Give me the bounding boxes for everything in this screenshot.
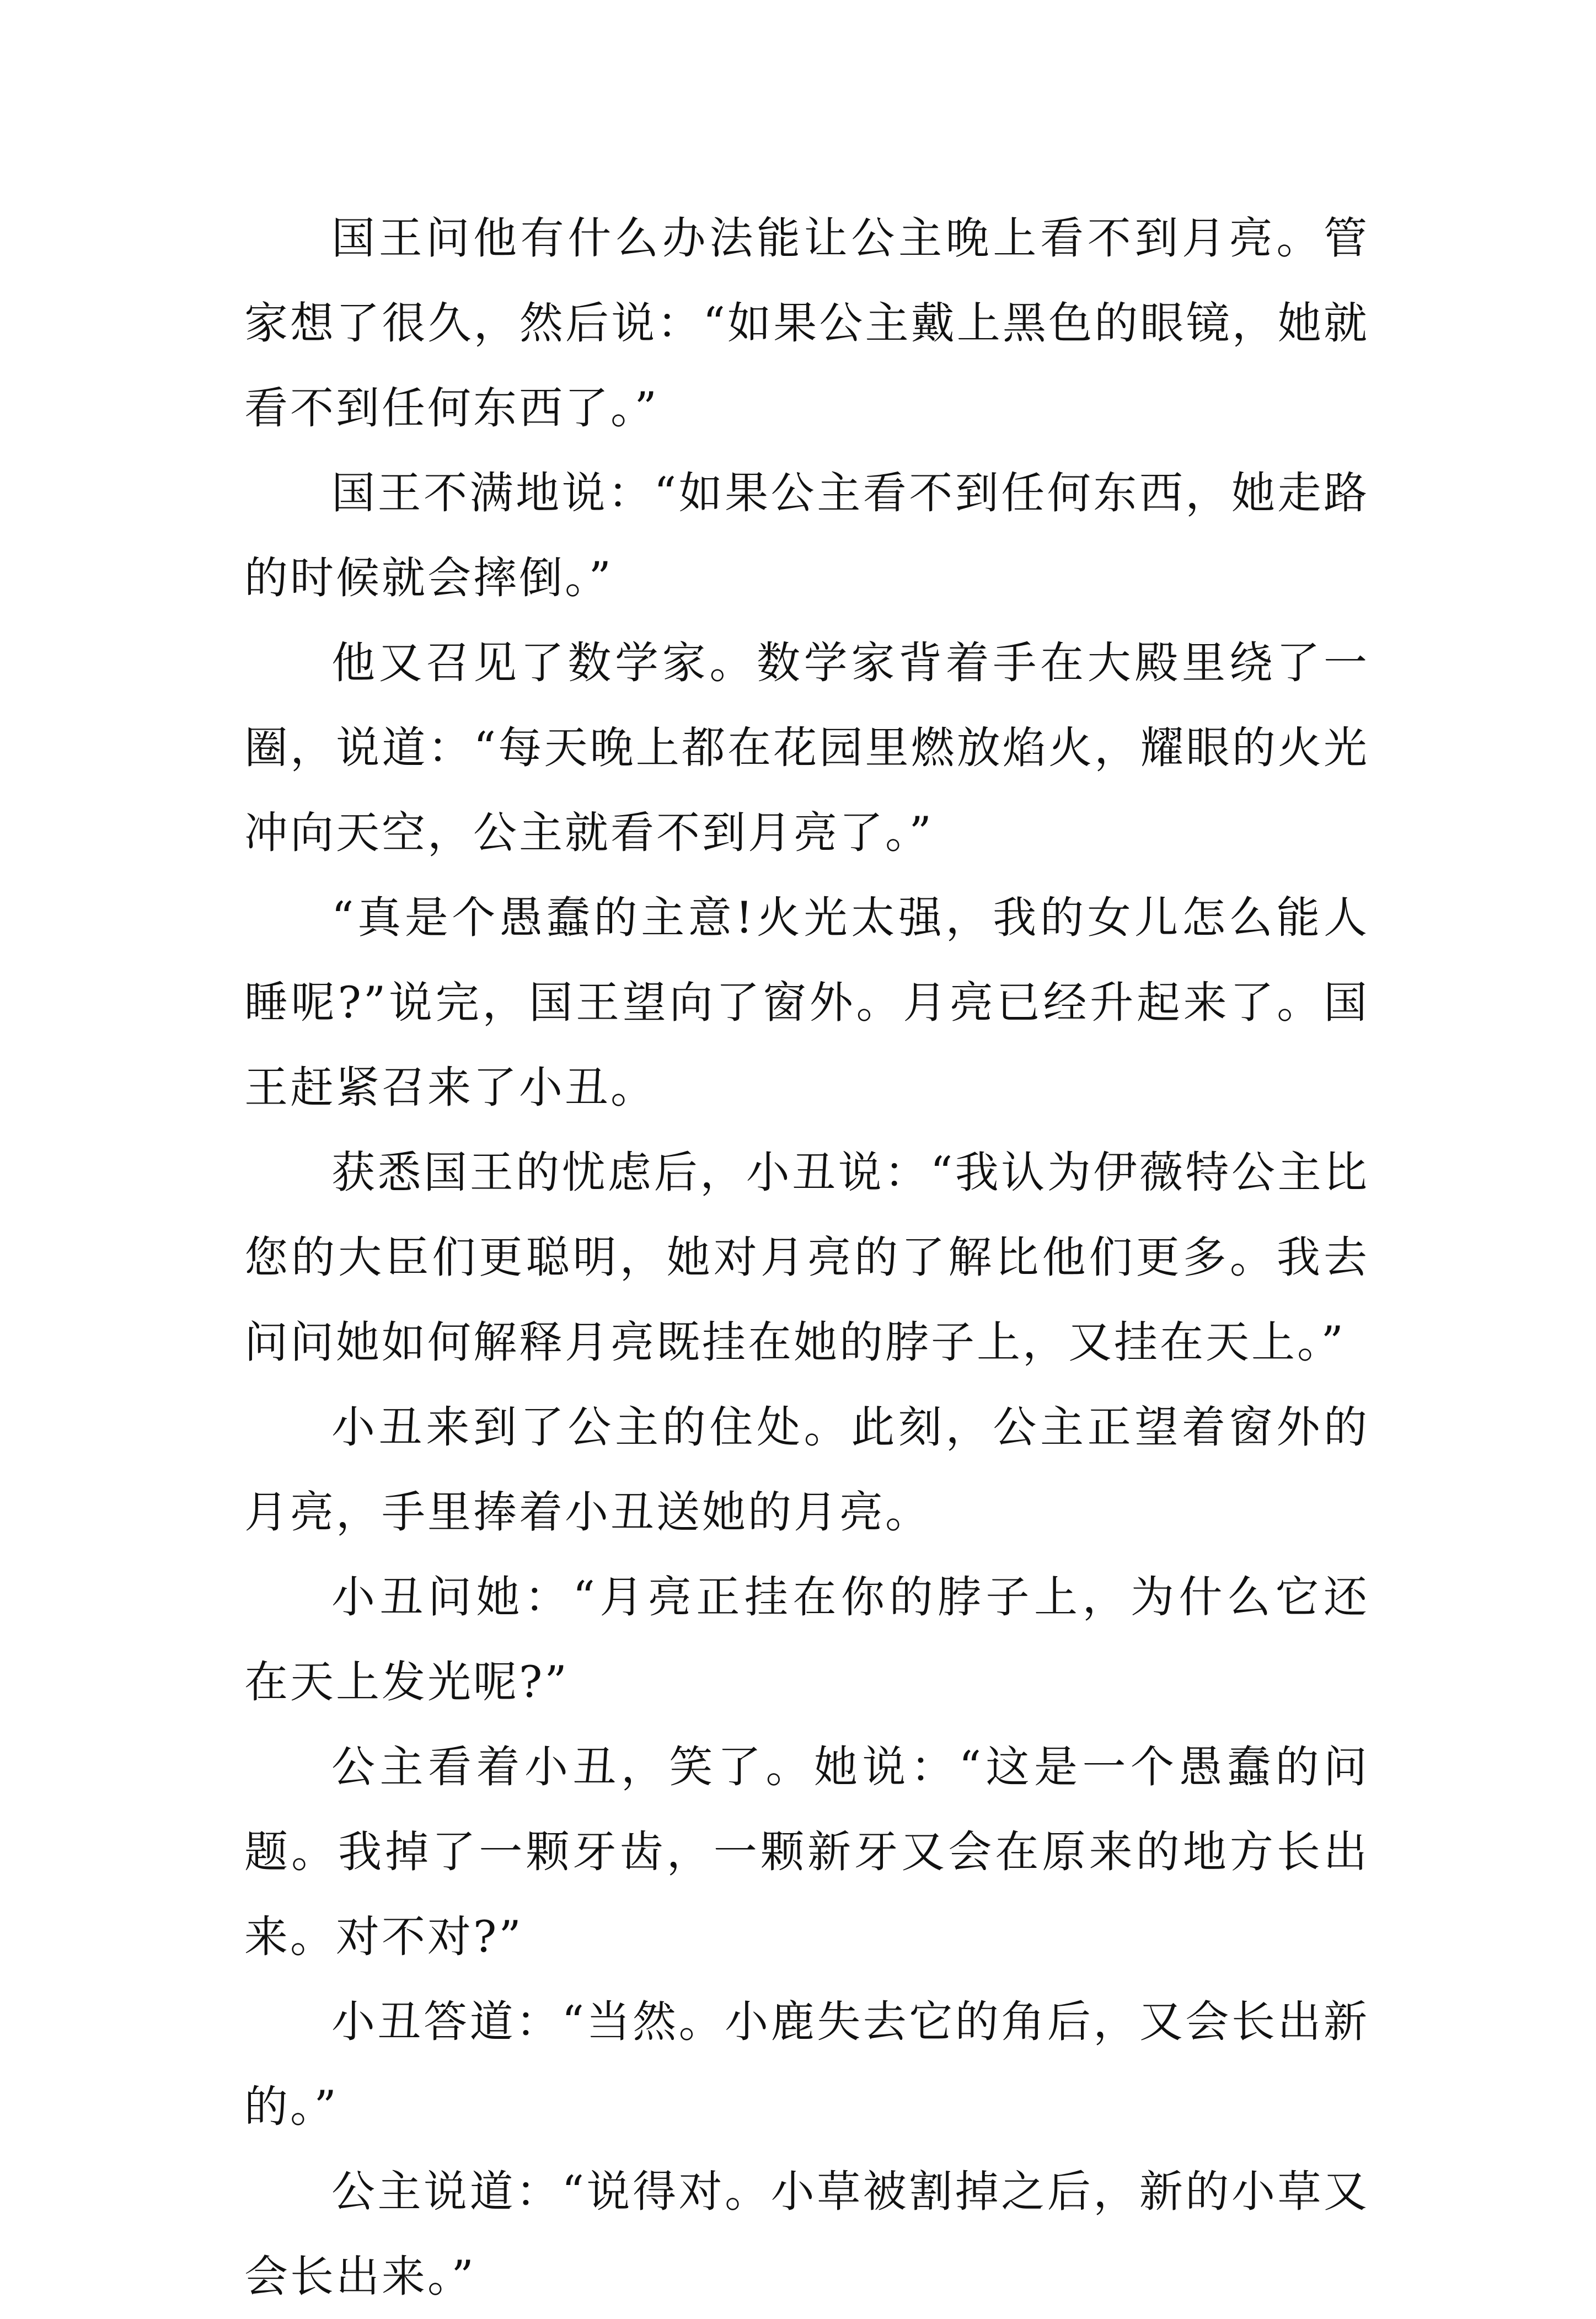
paragraph-9: 小丑答道：“当然。小鹿失去它的角后，又会长出新的。” — [244, 1996, 1369, 2132]
paragraph-3: 他又召见了数学家。数学家背着手在大殿里绕了一圈，说道：“每天晚上都在花园里燃放焰火，耀眼的火光冲向天空，公主就看不到月亮了。” — [244, 638, 1369, 858]
paragraph-1: 国王问他有什么办法能让公主晚上看不到月亮。管家想了很久，然后说：“如果公主戴上黑色的眼镜，她就看不到任何东西了。” — [244, 213, 1369, 433]
paragraph-10: 公主说道：“说得对。小草被割掉之后，新的小草又会长出来。” — [244, 2166, 1369, 2302]
paragraph-8: 公主看着小丑，笑了。她说：“这是一个愚蠢的问题。我掉了一颗牙齿，一颗新牙又会在原来的地方长出来。对不对?” — [244, 1742, 1369, 1962]
paragraph-7: 小丑问她：“月亮正挂在你的脖子上，为什么它还 在天上发光呢?” — [244, 1572, 1386, 1707]
paragraph-4: “真是个愚蠢的主意!火光太强，我的女儿怎么能人睡呢?”说完，国王望向了窗外。月亮已经升起来了。国王赶紧召来了小丑。 — [244, 892, 1369, 1113]
story-text — [244, 196, 1386, 2319]
paragraph-6: 小丑来到了公主的住处。此刻，公主正望着窗外的月亮，手里捧着小丑送她的月亮。 — [244, 1402, 1369, 1538]
paragraph-5: 获悉国王的忧虑后，小丑说：“我认为伊薇特公主比您的大臣们更聪明，她对月亮的了解比他们更多。我去问问她如何解释月亮既挂在她的脖子上，又挂在天上。” — [244, 1147, 1369, 1368]
paragraph-2: 国王不满地说：“如果公主看不到任何东西，她走路的时候就会摔倒。” — [244, 468, 1369, 603]
